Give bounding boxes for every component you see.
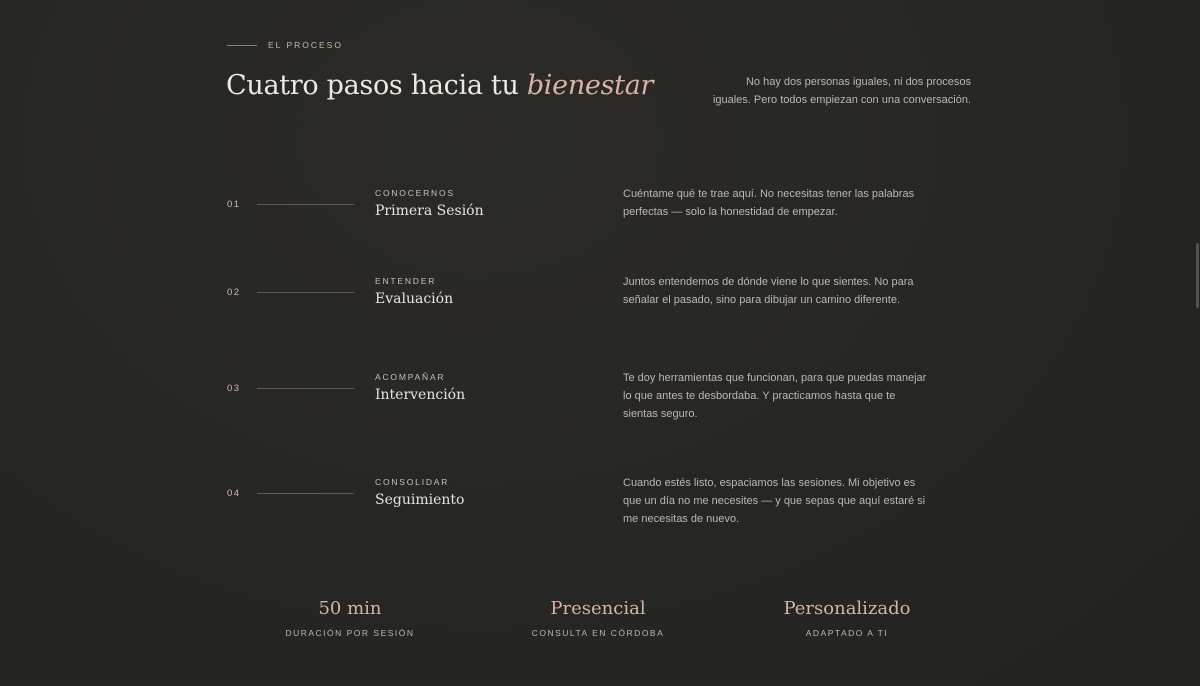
step-description: Juntos entendemos de dónde viene lo que sientes. No para señalar el pasado, sino para dibujar un camino diferente. <box>623 276 914 306</box>
section-eyebrow <box>227 40 343 50</box>
step-title: Intervención <box>375 387 466 403</box>
step-title: Evaluación <box>375 291 454 307</box>
stat-personalized <box>727 598 967 638</box>
eyebrow-rule <box>227 45 257 46</box>
step-number: 01 <box>227 199 241 210</box>
eyebrow-text: EL PROCESO <box>268 40 343 50</box>
step-kicker: ACOMPAÑAR <box>375 372 446 382</box>
section-headline <box>226 70 653 101</box>
stat-label: ADAPTADO A TI <box>805 628 889 638</box>
step-line <box>257 388 354 389</box>
step-line <box>257 493 354 494</box>
step-kicker: CONOCERNOS <box>375 188 455 198</box>
step-number: 04 <box>227 488 241 499</box>
step-description: Cuando estés listo, espaciamos las sesiones. Mi objetivo es que un día no me necesites — y que sepas que aquí estaré si me necesitas de nuevo. <box>623 477 926 525</box>
stat-value: 50 min <box>318 598 382 619</box>
step-description: Cuéntame qué te trae aquí. No necesitas tener las palabras perfectas — solo la honestidad de empezar. <box>623 188 915 218</box>
step-item <box>227 477 977 537</box>
stat-label: CONSULTA EN CÓRDOBA <box>531 628 665 638</box>
step-line <box>257 204 354 205</box>
step-kicker: ENTENDER <box>375 276 437 286</box>
stat-modality <box>478 598 718 638</box>
step-number: 02 <box>227 287 241 298</box>
section-intro: No hay dos personas iguales, ni dos procesos iguales. Pero todos empiezan con una conversación. <box>712 76 971 106</box>
step-title: Seguimiento <box>375 492 465 508</box>
headline-accent: bienestar <box>526 70 654 101</box>
headline-main: Cuatro pasos hacia tu <box>226 70 527 101</box>
stat-duration <box>230 598 470 638</box>
stat-value: Presencial <box>550 598 646 619</box>
step-item <box>227 372 977 432</box>
stat-value: Personalizado <box>783 598 911 619</box>
page-scrollbar[interactable] <box>1196 243 1199 308</box>
step-kicker: CONSOLIDAR <box>375 477 450 487</box>
step-title: Primera Sesión <box>375 203 484 219</box>
step-description: Te doy herramientas que funcionan, para que puedas manejar lo que antes te desbordaba. Y practicamos hasta que te sientas seguro. <box>623 372 927 420</box>
step-item <box>227 188 977 248</box>
step-number: 03 <box>227 383 241 394</box>
step-line <box>257 292 354 293</box>
step-item <box>227 276 977 336</box>
stat-label: DURACIÓN POR SESIÓN <box>285 628 415 638</box>
